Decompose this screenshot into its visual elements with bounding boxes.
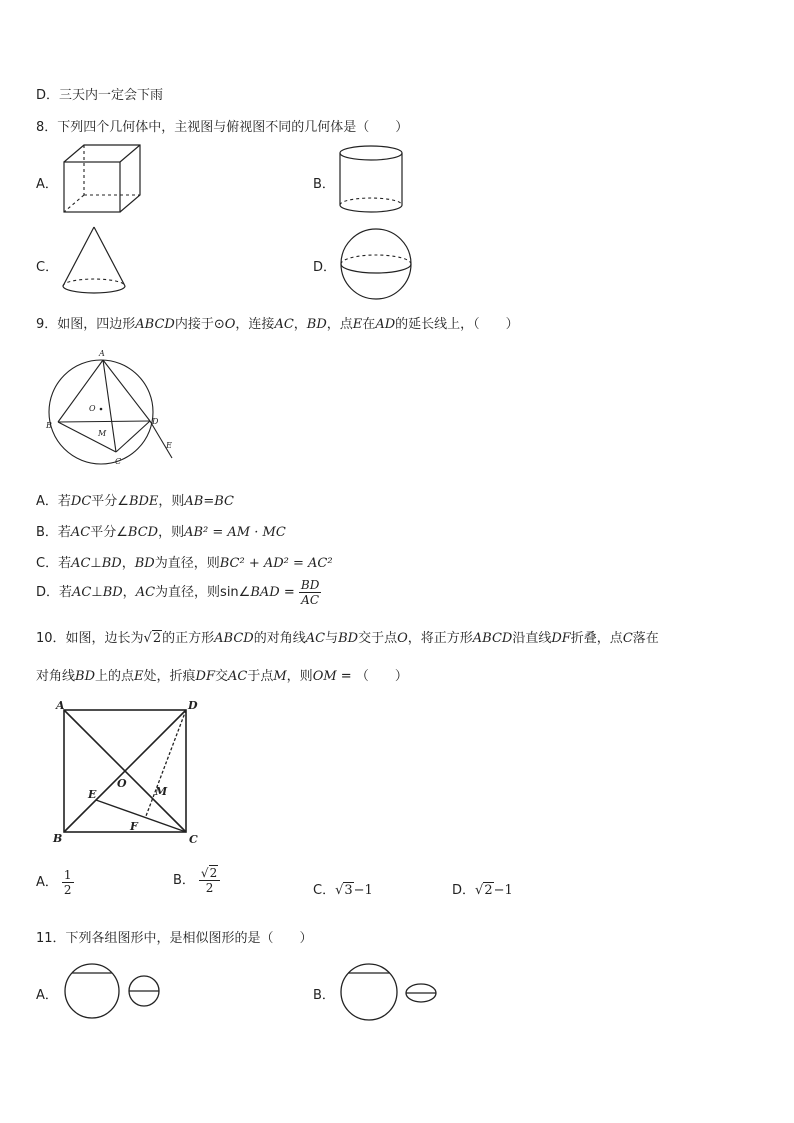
q10-stem-line1: 10．如图，边长为√2的正方形ABCD的对角线AC与BD交于点O，将正方形ABCD沿直线DF折叠，点C落在 bbox=[36, 631, 659, 646]
q9-label-c: C bbox=[115, 457, 122, 466]
q9-option-b: B．若AC平分∠BCD，则AB² = AM · MC bbox=[36, 525, 286, 540]
q10-stem-line2: 对角线BD上的点E处，折痕DF交AC于点M，则OM = （ ） bbox=[36, 669, 408, 684]
q10-label-b: B bbox=[53, 832, 63, 845]
sphere-figure bbox=[339, 228, 413, 302]
q10-option-b: B． $\frac{√2}{2}$ bbox=[173, 866, 220, 895]
q9-d-denominator: AC bbox=[301, 593, 320, 607]
q9-label-a: A bbox=[99, 349, 105, 358]
q7-option-d: D．三天内一定会下雨 bbox=[36, 88, 164, 103]
q10-label-a: A bbox=[56, 699, 65, 712]
cylinder-figure bbox=[337, 144, 407, 216]
q10-label-o: O bbox=[117, 777, 127, 790]
q10-label-m: M bbox=[155, 785, 168, 798]
q8-stem: 8．下列四个几何体中，主视图与俯视图不同的几何体是（ ） bbox=[36, 120, 409, 135]
q8-label-d: D． bbox=[313, 260, 337, 275]
q9-label-b: B bbox=[46, 421, 52, 430]
q11-label-a: A． bbox=[36, 988, 58, 1003]
q11-figure-a bbox=[64, 960, 164, 1020]
q10-label-e: E bbox=[88, 788, 97, 801]
q9-d-numerator: BD bbox=[300, 578, 320, 592]
q9-option-a: A．若DC平分∠BDE，则AB=BC bbox=[36, 494, 234, 509]
q10-label-d: D bbox=[188, 699, 198, 712]
cone-figure bbox=[60, 226, 130, 298]
q9-label-m: M bbox=[98, 429, 107, 438]
q8-label-a: A． bbox=[36, 177, 58, 192]
circle-quadrilateral-figure bbox=[42, 344, 182, 472]
q10-option-a: A． $\frac{1}{2}$ bbox=[36, 868, 72, 897]
cube-figure bbox=[60, 143, 142, 215]
q10-label-c: C bbox=[189, 833, 198, 846]
q10-option-d: D．√2−1 bbox=[452, 883, 513, 898]
q11-label-b: B． bbox=[313, 988, 335, 1003]
square-fold-figure bbox=[50, 698, 210, 848]
q10-option-c: C．√3−1 bbox=[313, 883, 373, 898]
q9-stem: 9．如图，四边形ABCD内接于⊙O，连接AC，BD，点E在AD的延长线上，（ ） bbox=[36, 317, 519, 332]
q9-label-o: O bbox=[89, 404, 96, 413]
q10-label-f: F bbox=[130, 820, 138, 833]
q8-label-b: B． bbox=[313, 177, 335, 192]
q11-figure-b bbox=[340, 960, 440, 1022]
q9-option-c: C．若AC⊥BD，BD为直径，则BC² + AD² = AC² bbox=[36, 556, 333, 571]
q9-label-d: D bbox=[152, 417, 159, 426]
q8-label-c: C． bbox=[36, 260, 59, 275]
q9-label-e: E bbox=[166, 441, 172, 450]
q9-option-d: D．若AC⊥BD，AC为直径，则sin∠BAD = $\frac{BD}{AC}$ bbox=[36, 578, 320, 607]
q11-stem: 11．下列各组图形中，是相似图形的是（ ） bbox=[36, 931, 313, 946]
